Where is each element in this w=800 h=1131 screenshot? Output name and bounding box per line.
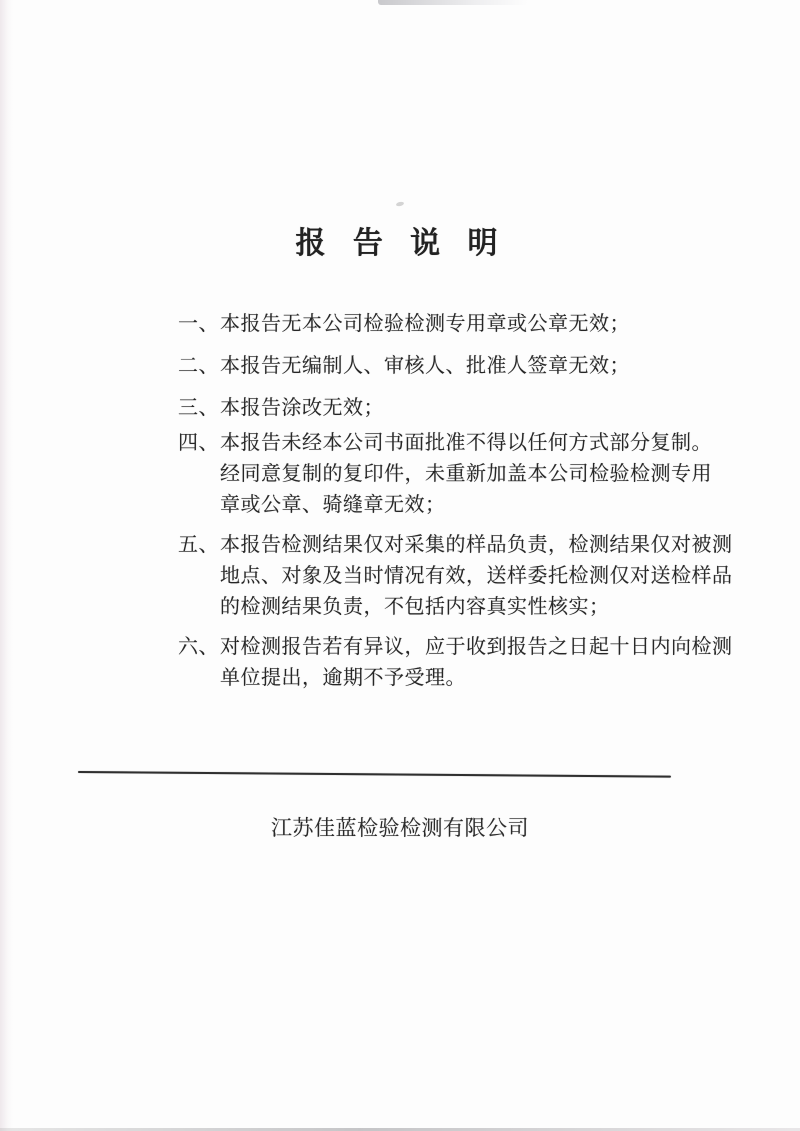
item-1-number: 一、 <box>178 313 219 335</box>
item-4-line-2: 经同意复制的复印件，未重新加盖本公司检验检测专用 <box>220 463 712 485</box>
notice-item-6 <box>178 632 733 694</box>
item-6-line-2: 单位提出，逾期不予受理。 <box>220 667 466 689</box>
item-6-number: 六、 <box>178 636 219 658</box>
item-4-line-3: 章或公章、骑缝章无效； <box>220 494 446 516</box>
item-1-body <box>220 308 718 341</box>
item-1-line-1: 本报告无本公司检验检测专用章或公章无效； <box>220 313 630 335</box>
item-5-line-2: 地点、对象及当时情况有效，送样委托检测仅对送检样品 <box>220 565 733 587</box>
scan-edge-artifact-top <box>378 0 528 5</box>
item-5-number: 五、 <box>178 534 219 556</box>
scan-edge-artifact-left <box>0 0 13 1131</box>
item-5-line-3: 的检测结果负责，不包括内容真实性核实； <box>220 596 610 618</box>
notice-list <box>178 308 733 703</box>
notice-item-2 <box>178 350 718 383</box>
item-4-body <box>220 428 718 521</box>
notice-item-1 <box>178 308 718 341</box>
item-2-number: 二、 <box>178 355 219 377</box>
item-2-line-1: 本报告无编制人、审核人、批准人签章无效； <box>220 355 630 377</box>
item-5-line-1: 本报告检测结果仅对采集的样品负责，检测结果仅对被测 <box>220 534 733 556</box>
item-6-line-1: 对检测报告若有异议，应于收到报告之日起十日内向检测 <box>220 636 733 658</box>
company-name: 江苏佳蓝检验检测有限公司 <box>271 816 529 840</box>
item-3-number: 三、 <box>178 397 219 419</box>
item-3-body <box>220 392 718 425</box>
notice-item-3 <box>178 392 718 425</box>
notice-item-5 <box>178 530 733 623</box>
page-title: 报 告 说 明 <box>295 227 505 260</box>
item-4-line-1: 本报告未经本公司书面批准不得以任何方式部分复制。 <box>220 432 712 454</box>
item-6-body <box>220 632 733 694</box>
scan-speck <box>396 201 405 207</box>
item-2-body <box>220 350 718 383</box>
item-5-body <box>220 530 733 623</box>
notice-item-4 <box>178 428 718 521</box>
item-4-number: 四、 <box>178 432 219 454</box>
footer-divider-line <box>78 771 671 778</box>
item-3-line-1: 本报告涂改无效； <box>220 397 384 419</box>
